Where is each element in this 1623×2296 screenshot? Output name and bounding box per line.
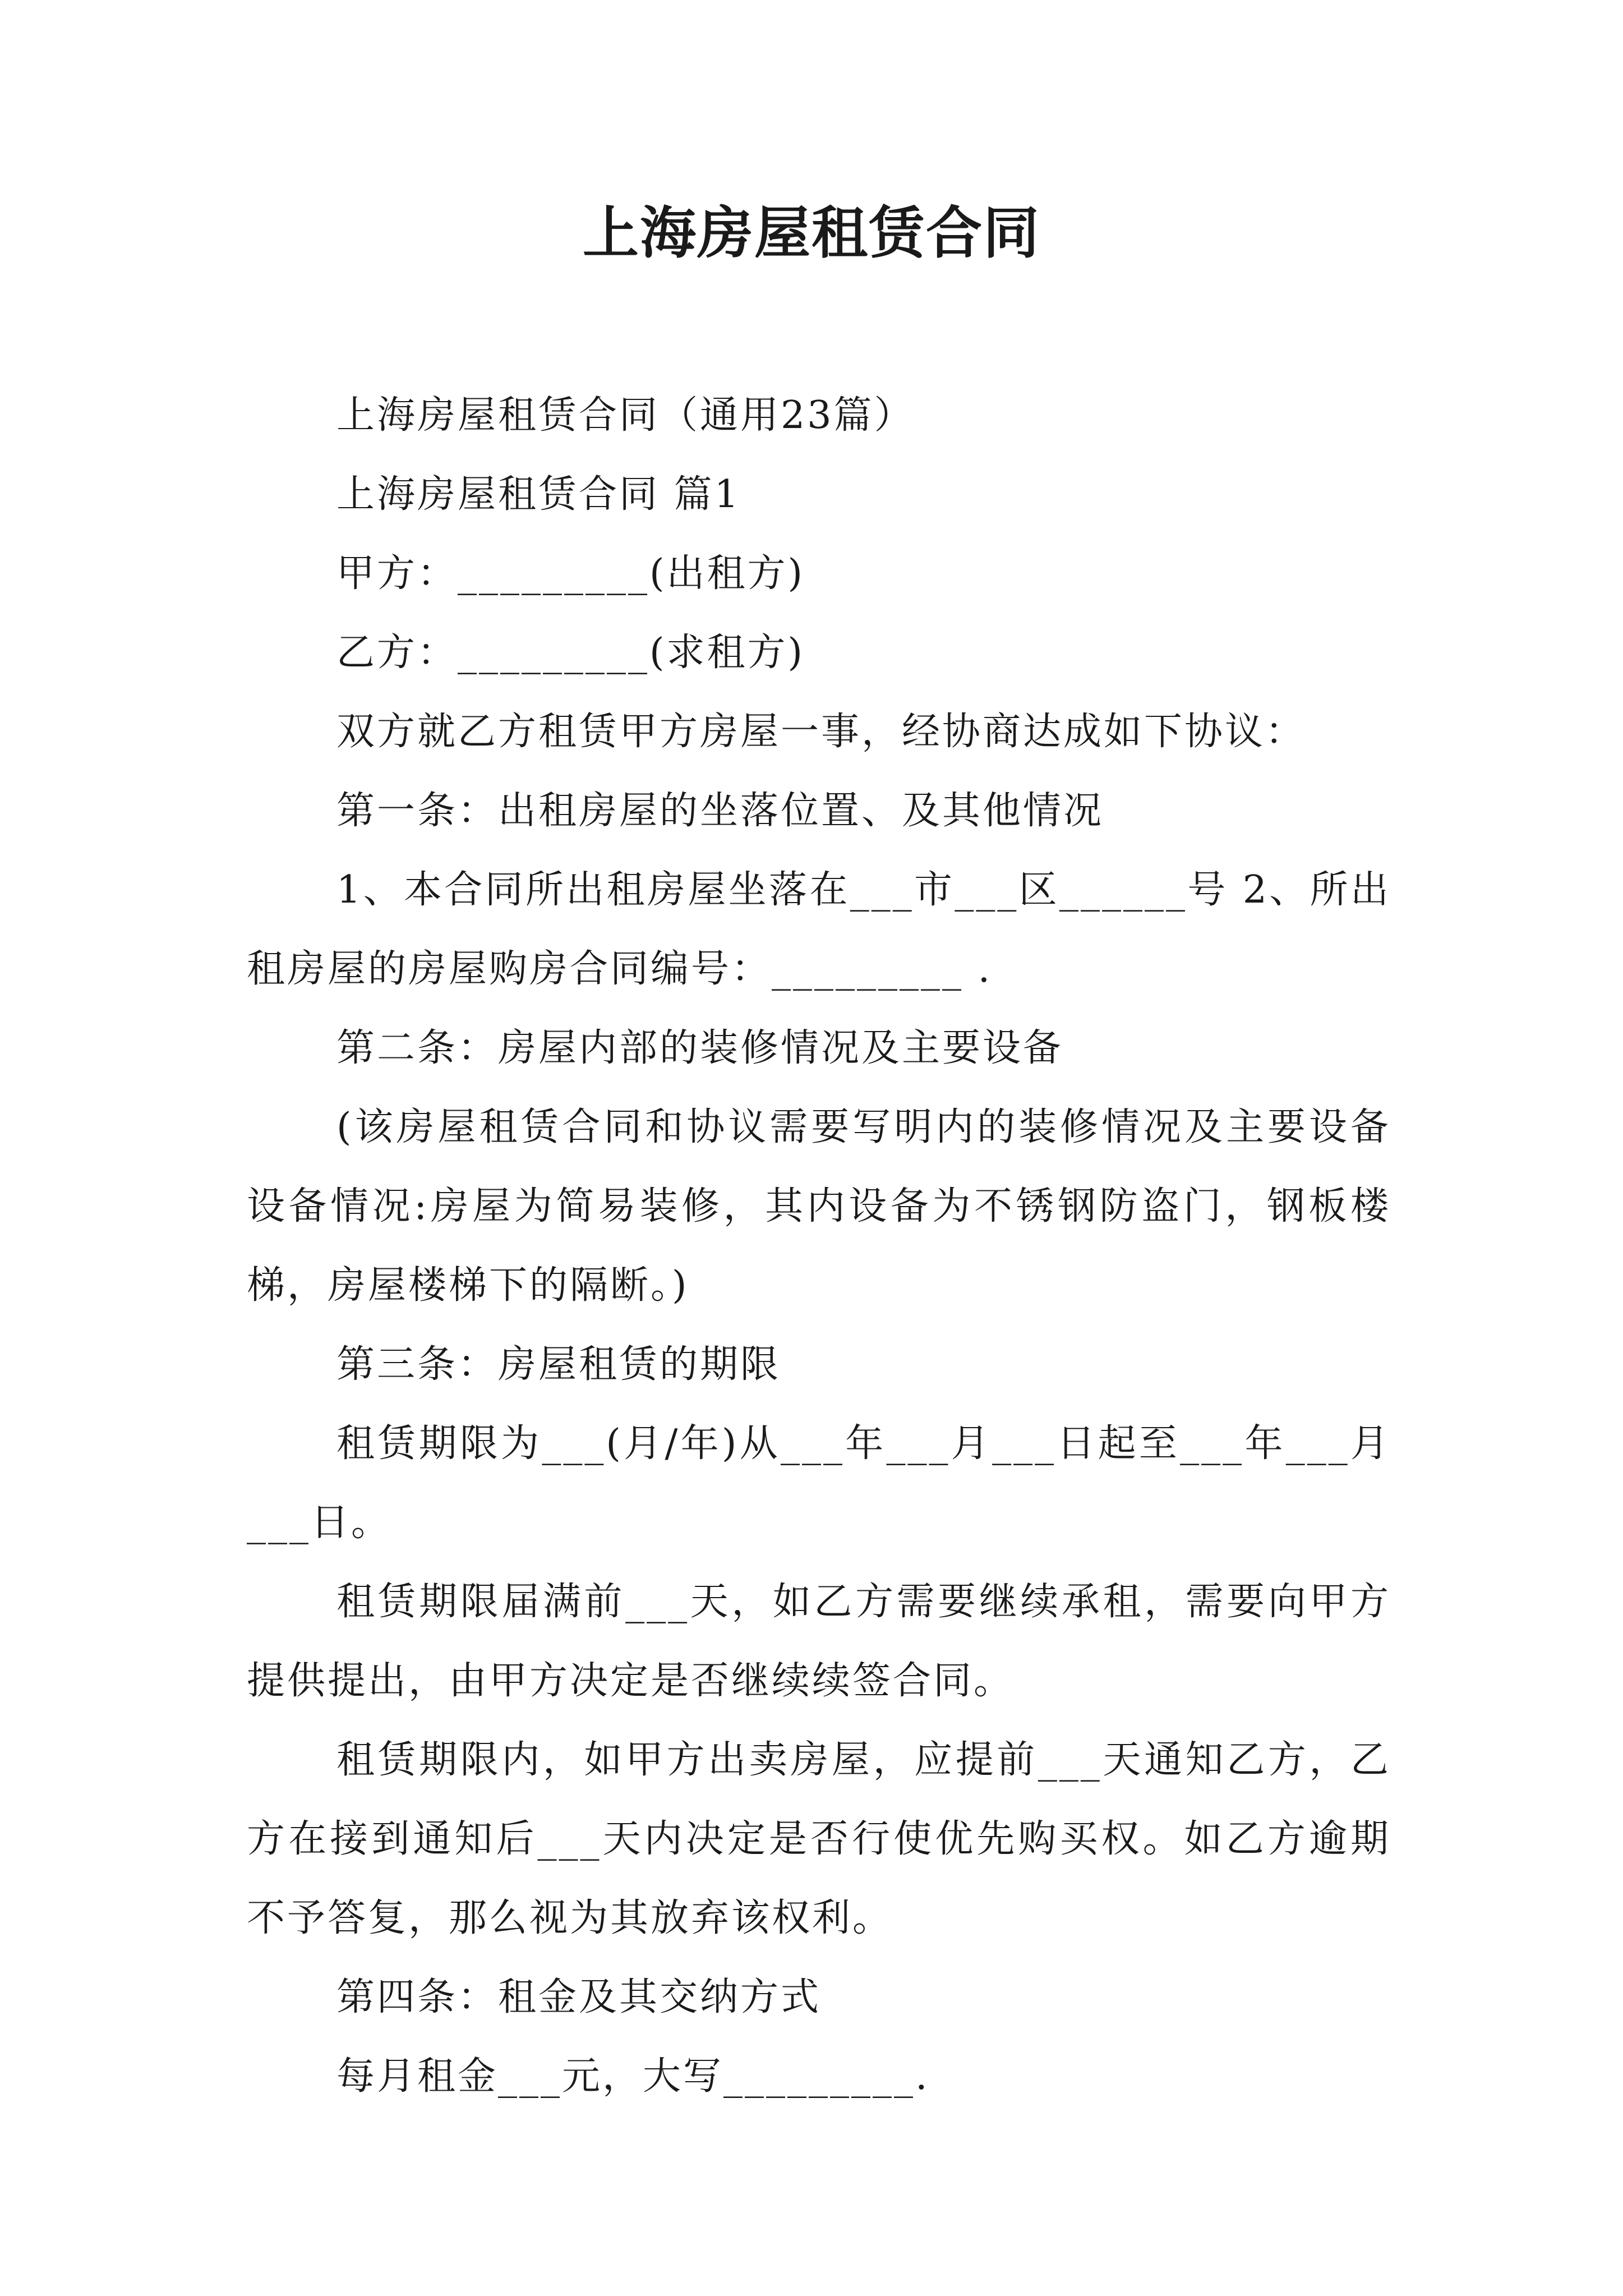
paragraph-party-b: 乙方：_________(求租方)	[336, 631, 805, 675]
paragraph-lease-renewal: 租赁期限届满前___天，如乙方需要继续承租，需要向甲方提供提出，由甲方决定是否继续续签合同。	[247, 1580, 1391, 1703]
paragraph-agreement-intro: 双方就乙方租赁甲方房屋一事，经协商达成如下协议：	[336, 710, 1306, 754]
paragraph-article-1-heading: 第一条：出租房屋的坐落位置、及其他情况	[336, 789, 1104, 833]
paragraph-lease-term: 租赁期限为___(月/年)从___年___月___日起至___年___月___日。	[247, 1421, 1391, 1545]
paragraph-monthly-rent: 每月租金___元，大写_________.	[336, 2054, 930, 2099]
document-title: 上海房屋租赁合同	[583, 200, 1040, 266]
paragraph-article-4-heading: 第四条：租金及其交纳方式	[336, 1975, 822, 2019]
paragraph-article-2-body: (该房屋租赁合同和协议需要写明内的装修情况及主要设备设备情况:房屋为简易装修，其内设备为不锈钢防盗门，钢板楼梯，房屋楼梯下的隔断。)	[247, 1105, 1391, 1308]
paragraph-section-heading: 上海房屋租赁合同 篇1	[336, 472, 741, 517]
document-body	[247, 376, 1391, 2116]
paragraph-party-a: 甲方：_________(出租方)	[336, 551, 805, 596]
paragraph-subtitle: 上海房屋租赁合同（通用23篇）	[336, 393, 915, 438]
paragraph-article-3-heading: 第三条：房屋租赁的期限	[336, 1342, 781, 1387]
paragraph-article-1-body: 1、本合同所出租房屋坐落在___市___区______号 2、所出租房屋的房屋购房合同编号：_________ .	[247, 868, 1391, 991]
paragraph-article-2-heading: 第二条：房屋内部的装修情况及主要设备	[336, 1026, 1064, 1070]
paragraph-preemption-right: 租赁期限内，如甲方出卖房屋，应提前___天通知乙方，乙方在接到通知后___天内决定是否行使优先购买权。如乙方逾期不予答复，那么视为其放弃该权利。	[247, 1738, 1391, 1940]
